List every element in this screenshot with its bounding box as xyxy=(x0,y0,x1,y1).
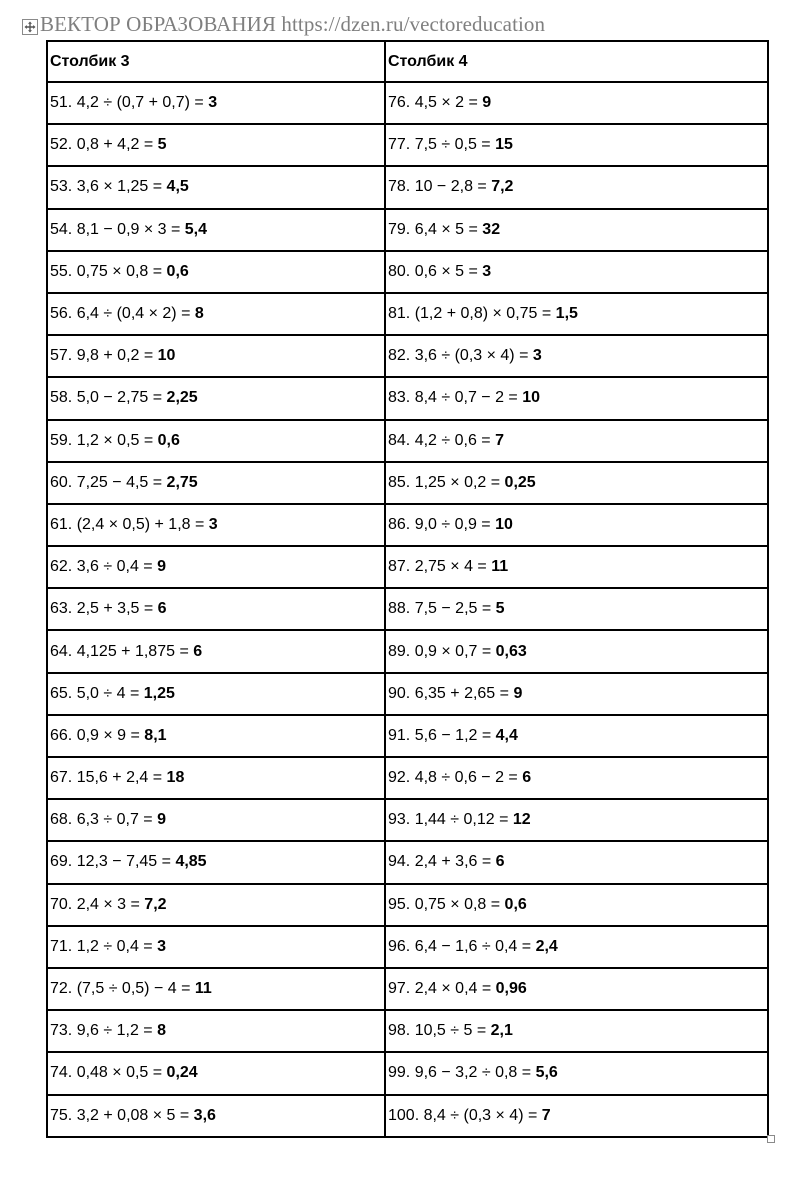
problem-expression: 73. 9,6 ÷ 1,2 = xyxy=(50,1022,158,1040)
problem-answer: 3,6 xyxy=(193,1106,216,1124)
table-cell xyxy=(385,504,768,546)
table-cell xyxy=(47,884,385,926)
problem-answer: 0,24 xyxy=(166,1064,198,1082)
table-cell xyxy=(385,1052,768,1094)
table-cell xyxy=(385,968,768,1010)
problem-answer: 0,6 xyxy=(157,431,180,449)
problem-expression: 94. 2,4 + 3,6 = xyxy=(388,853,496,871)
problem-expression: 64. 4,125 + 1,875 = xyxy=(50,642,194,660)
table-cell xyxy=(385,630,768,672)
problem-expression: 62. 3,6 ÷ 0,4 = xyxy=(50,558,158,576)
problem-answer: 3 xyxy=(208,515,218,533)
table-cell xyxy=(47,1095,385,1137)
table-cell xyxy=(385,673,768,715)
problem-answer: 0,6 xyxy=(504,895,527,913)
table-cell xyxy=(385,926,768,968)
problem-answer: 10 xyxy=(522,389,541,407)
problem-answer: 10 xyxy=(157,347,176,365)
table-cell xyxy=(385,82,768,124)
table-row xyxy=(47,757,768,799)
problem-expression: 63. 2,5 + 3,5 = xyxy=(50,600,158,618)
problem-answer: 7,2 xyxy=(491,178,514,196)
problem-expression: 92. 4,8 ÷ 0,6 − 2 = xyxy=(388,769,523,787)
problem-expression: 95. 0,75 × 0,8 = xyxy=(388,895,505,913)
table-row xyxy=(47,251,768,293)
table-cell xyxy=(385,251,768,293)
problem-answer: 2,25 xyxy=(166,389,198,407)
problem-answer: 0,63 xyxy=(495,642,527,660)
problem-expression: 58. 5,0 − 2,75 = xyxy=(50,389,167,407)
table-cell xyxy=(47,715,385,757)
table-cell xyxy=(47,504,385,546)
problem-answer: 1,5 xyxy=(555,305,578,323)
table-cell xyxy=(47,546,385,588)
problem-expression: 66. 0,9 × 9 = xyxy=(50,726,145,744)
problem-expression: 69. 12,3 − 7,45 = xyxy=(50,853,176,871)
problem-answer: 2,75 xyxy=(166,473,198,491)
problem-answer: 0,6 xyxy=(166,262,189,280)
problem-answer: 6 xyxy=(157,600,167,618)
problem-expression: 87. 2,75 × 4 = xyxy=(388,558,492,576)
problem-expression: 84. 4,2 ÷ 0,6 = xyxy=(388,431,496,449)
problem-expression: 96. 6,4 − 1,6 ÷ 0,4 = xyxy=(388,937,536,955)
problem-expression: 75. 3,2 + 0,08 × 5 = xyxy=(50,1106,194,1124)
problem-answer: 4,85 xyxy=(175,853,207,871)
problem-answer: 5,4 xyxy=(184,220,208,238)
table-cell xyxy=(47,968,385,1010)
table-cell xyxy=(385,462,768,504)
table-row xyxy=(47,630,768,672)
table-row xyxy=(47,926,768,968)
table-cell xyxy=(47,1052,385,1094)
problem-answer: 6 xyxy=(522,769,532,787)
problem-expression: 82. 3,6 ÷ (0,3 × 4) = xyxy=(388,347,533,365)
problem-answer: 18 xyxy=(166,769,185,787)
problem-expression: 100. 8,4 ÷ (0,3 × 4) = xyxy=(388,1106,542,1124)
problem-expression: 60. 7,25 − 4,5 = xyxy=(50,473,167,491)
problem-answer: 0,25 xyxy=(504,473,536,491)
problem-answer: 7 xyxy=(495,431,504,449)
problem-expression: 86. 9,0 ÷ 0,9 = xyxy=(388,515,496,533)
problem-expression: 59. 1,2 × 0,5 = xyxy=(50,431,158,449)
problem-answer: 3 xyxy=(482,262,492,280)
table-cell xyxy=(47,166,385,208)
table-cell xyxy=(385,335,768,377)
problem-expression: 83. 8,4 ÷ 0,7 − 2 = xyxy=(388,389,523,407)
problem-answer: 0,96 xyxy=(495,980,527,998)
problem-expression: 99. 9,6 − 3,2 ÷ 0,8 = xyxy=(388,1064,536,1082)
table-cell xyxy=(47,462,385,504)
table-row xyxy=(47,166,768,208)
problem-expression: 91. 5,6 − 1,2 = xyxy=(388,726,496,744)
table-row xyxy=(47,209,768,251)
table-cell xyxy=(385,124,768,166)
table-cell xyxy=(47,673,385,715)
problem-expression: 88. 7,5 − 2,5 = xyxy=(388,600,496,618)
table-cell xyxy=(47,926,385,968)
worksheet-table xyxy=(46,40,769,1138)
problem-expression: 97. 2,4 × 0,4 = xyxy=(388,980,496,998)
problem-expression: 77. 7,5 ÷ 0,5 = xyxy=(388,136,496,154)
problem-answer: 9 xyxy=(157,558,166,576)
table-cell xyxy=(47,588,385,630)
problem-answer: 9 xyxy=(157,811,166,829)
table-cell xyxy=(385,166,768,208)
table-row xyxy=(47,462,768,504)
problem-answer: 7 xyxy=(541,1106,551,1124)
table-row xyxy=(47,124,768,166)
problem-expression: 89. 0,9 × 0,7 = xyxy=(388,642,496,660)
problem-answer: 8 xyxy=(194,305,204,323)
problem-expression: 72. (7,5 ÷ 0,5) − 4 = xyxy=(50,980,195,998)
table-row xyxy=(47,504,768,546)
table-cell xyxy=(385,1010,768,1052)
problem-answer: 5 xyxy=(495,600,505,618)
table-cell xyxy=(47,799,385,841)
table-cell xyxy=(47,841,385,883)
table-cell xyxy=(385,841,768,883)
table-cell xyxy=(47,1010,385,1052)
problem-answer: 2,1 xyxy=(490,1022,513,1040)
problem-expression: 90. 6,35 + 2,65 = xyxy=(388,684,514,702)
problem-expression: 67. 15,6 + 2,4 = xyxy=(50,769,167,787)
problem-expression: 85. 1,25 × 0,2 = xyxy=(388,473,505,491)
problem-expression: 68. 6,3 ÷ 0,7 = xyxy=(50,811,158,829)
problem-answer: 10 xyxy=(495,515,513,533)
header-text: ВЕКТОР ОБРАЗОВАНИЯ https://dzen.ru/vectoreducation xyxy=(40,11,546,36)
problem-expression: 78. 10 − 2,8 = xyxy=(388,178,492,196)
problem-expression: 57. 9,8 + 0,2 = xyxy=(50,347,158,365)
problem-expression: 54. 8,1 − 0,9 × 3 = xyxy=(50,220,185,238)
table-cell xyxy=(47,82,385,124)
table-row xyxy=(47,673,768,715)
problem-answer: 15 xyxy=(495,136,513,154)
table-row xyxy=(47,968,768,1010)
table-cell xyxy=(385,799,768,841)
problem-expression: 61. (2,4 × 0,5) + 1,8 = xyxy=(50,515,209,533)
problem-answer: 7,2 xyxy=(144,895,167,913)
problem-answer: 8 xyxy=(157,1022,166,1040)
table-row xyxy=(47,82,768,124)
table-cell xyxy=(385,546,768,588)
table-cell xyxy=(385,1095,768,1137)
table-row xyxy=(47,841,768,883)
problem-answer: 8,1 xyxy=(144,726,167,744)
move-arrows-icon[interactable] xyxy=(22,19,38,35)
table-cell xyxy=(385,884,768,926)
column-header-4: Столбик 4 xyxy=(385,41,768,82)
problem-answer: 4,4 xyxy=(495,726,518,744)
problem-expression: 65. 5,0 ÷ 4 = xyxy=(50,684,144,702)
table-cell xyxy=(47,757,385,799)
table-cell xyxy=(385,377,768,419)
table-row xyxy=(47,293,768,335)
table-row xyxy=(47,335,768,377)
table-row xyxy=(47,588,768,630)
problem-answer: 32 xyxy=(482,220,501,238)
table-cell xyxy=(385,715,768,757)
document-header xyxy=(22,9,545,39)
problem-expression: 55. 0,75 × 0,8 = xyxy=(50,262,167,280)
table-row xyxy=(47,1052,768,1094)
problem-expression: 79. 6,4 × 5 = xyxy=(388,220,483,238)
problem-expression: 80. 0,6 × 5 = xyxy=(388,262,483,280)
problem-answer: 11 xyxy=(194,980,212,998)
table-cell xyxy=(385,209,768,251)
problem-expression: 71. 1,2 ÷ 0,4 = xyxy=(50,937,158,955)
problem-expression: 70. 2,4 × 3 = xyxy=(50,895,145,913)
table-cell xyxy=(47,251,385,293)
table-cell xyxy=(385,757,768,799)
problem-answer: 2,4 xyxy=(535,937,558,955)
table-row xyxy=(47,1010,768,1052)
problem-expression: 51. 4,2 ÷ (0,7 + 0,7) = xyxy=(50,94,209,112)
table-row xyxy=(47,420,768,462)
problem-expression: 53. 3,6 × 1,25 = xyxy=(50,178,167,196)
problem-answer: 3 xyxy=(532,347,542,365)
problem-expression: 74. 0,48 × 0,5 = xyxy=(50,1064,167,1082)
table-cell xyxy=(47,335,385,377)
problem-expression: 76. 4,5 × 2 = xyxy=(388,94,483,112)
table-row xyxy=(47,799,768,841)
problem-answer: 3 xyxy=(157,937,166,955)
table-cell xyxy=(385,420,768,462)
table-row xyxy=(47,546,768,588)
problem-expression: 81. (1,2 + 0,8) × 0,75 = xyxy=(388,305,556,323)
problem-answer: 5,6 xyxy=(535,1064,558,1082)
table-resize-handle[interactable] xyxy=(767,1135,775,1143)
table-row xyxy=(47,377,768,419)
problem-answer: 12 xyxy=(512,811,531,829)
table-row xyxy=(47,1095,768,1137)
problem-expression: 93. 1,44 ÷ 0,12 = xyxy=(388,811,513,829)
problem-answer: 6 xyxy=(193,642,203,660)
problem-answer: 1,25 xyxy=(143,684,175,702)
table-cell xyxy=(47,377,385,419)
table-cell xyxy=(47,630,385,672)
problem-expression: 56. 6,4 ÷ (0,4 × 2) = xyxy=(50,305,195,323)
problem-answer: 4,5 xyxy=(166,178,189,196)
column-header-3: Столбик 3 xyxy=(47,41,385,82)
table-cell xyxy=(385,293,768,335)
problem-answer: 6 xyxy=(495,853,505,871)
problem-answer: 11 xyxy=(491,558,509,576)
table-header-row xyxy=(47,41,768,82)
table-cell xyxy=(47,293,385,335)
table-row xyxy=(47,884,768,926)
table-cell xyxy=(47,420,385,462)
table-cell xyxy=(47,209,385,251)
problem-expression: 52. 0,8 + 4,2 = xyxy=(50,136,158,154)
problem-answer: 9 xyxy=(482,94,492,112)
problem-answer: 3 xyxy=(208,94,218,112)
problem-expression: 98. 10,5 ÷ 5 = xyxy=(388,1022,491,1040)
table-cell xyxy=(385,588,768,630)
problem-answer: 5 xyxy=(157,136,167,154)
table-row xyxy=(47,715,768,757)
table-cell xyxy=(47,124,385,166)
problem-answer: 9 xyxy=(513,684,523,702)
